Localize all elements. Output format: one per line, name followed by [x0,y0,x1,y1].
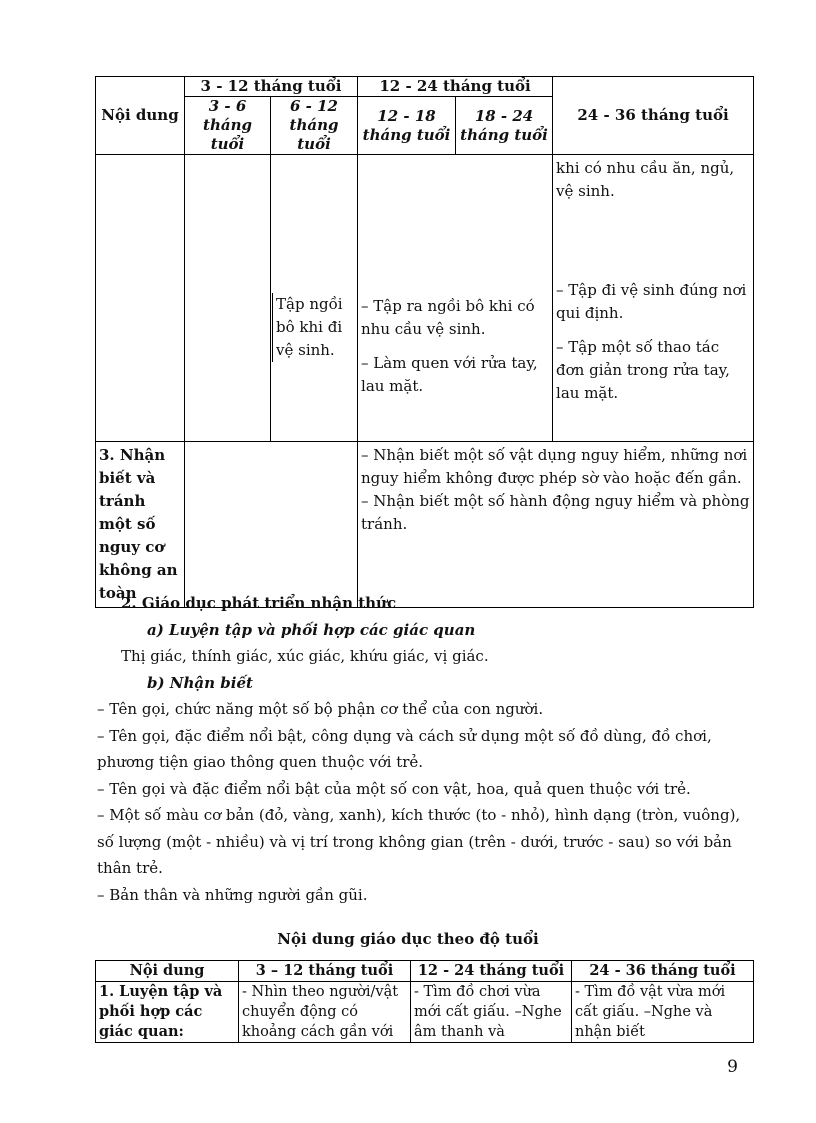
heading-giao-duc-nhan-thuc: 2. Giáo dục phát triển nhận thức [121,594,397,612]
header-18-24: 18 - 24 tháng tuổi [456,97,553,155]
cell-nguy-co-3-12 [185,442,358,608]
table-caption: Nội dung giáo dục theo độ tuổi [277,930,539,948]
header-3-12-2: 3 – 12 tháng tuổi [239,961,411,982]
list-item: – Một số màu cơ bản (đỏ, vàng, xanh), kích thước (to - nhỏ), hình dạng (tròn, vuông), số lượng (một - nhiều) và vị trí trong không gian (trên - dưới, trước - sau) so với bản thân trẻ. [97,806,741,877]
cell-3-12-2: - Nhìn theo người/vật chuyển động có khoảng cách gần với [239,982,411,1043]
list-item: – Tên gọi, đặc điểm nổi bật, công dụng và cách sử dụng một số đồ dùng, đồ chơi, phương tiện giao thông quen thuộc với trẻ. [97,726,712,771]
header-24-36-2: 24 - 36 tháng tuổi [572,961,754,982]
list-item: – Tên gọi và đặc điểm nổi bật của một số con vật, hoa, quả quen thuộc với trẻ. [97,779,691,798]
header-noi-dung-2: Nội dung [96,961,239,982]
cell-nguy-co-text [358,442,754,608]
text-tap-ngoi-bo: Tập ngồi bô khi đi vệ sinh. [272,293,354,362]
text-vat-dung-nguy-hiem: – Nhận biết một số vật dụng nguy hiểm, những nơi nguy hiểm không được phép sờ vào hoặc đến gần. [361,446,748,487]
cell-12-24-2: - Tìm đồ chơi vừa mới cất giấu. –Nghe âm thanh và [411,982,572,1043]
header-12-24-2: 12 - 24 tháng tuổi [411,961,572,982]
text-hanh-dong-nguy-hiem: – Nhận biết một số hành động nguy hiểm và phòng tránh. [361,492,750,533]
list-item: – Tên gọi, chức năng một số bộ phận cơ thể của con người. [97,700,544,718]
text-thao-tac: – Tập một số thao tác đơn giản trong rửa tay, lau mặt. [556,338,730,402]
cell-6-12 [271,155,358,442]
text-nhu-cau: khi có nhu cầu ăn, ngủ, vệ sinh. [556,159,735,200]
table-noi-dung-do-tuoi [95,960,754,1043]
page-number: 9 [727,1057,738,1077]
header-12-24: 12 - 24 tháng tuổi [358,77,553,97]
header-24-36: 24 - 36 tháng tuổi [553,77,754,155]
cell-24-36 [553,155,754,442]
header-12-18: 12 - 18 tháng tuổi [358,97,456,155]
header-6-12: 6 - 12 tháng tuổi [271,97,358,155]
section-nhan-thuc [97,590,757,908]
table-cong-viec-ve-sinh [95,76,754,608]
cell-empty-title [96,155,185,442]
row-nhan-biet-nguy-co: 3. Nhận biết và tránh một số nguy cơ không an toàn [96,442,185,608]
header-3-6: 3 - 6 tháng tuổi [185,97,271,155]
text-di-ve-sinh: – Tập đi vệ sinh đúng nơi qui định. [556,281,747,322]
text-rua-tay: – Làm quen với rửa tay, lau mặt. [361,354,538,395]
cell-12-24 [358,155,553,442]
header-3-12: 3 - 12 tháng tuổi [185,77,358,97]
header-noi-dung: Nội dung [96,77,185,155]
text-cac-giac-quan: Thị giác, thính giác, xúc giác, khứu giác, vị giác. [121,647,489,665]
text-tap-ra-ngoi-bo: – Tập ra ngồi bô khi có nhu cầu vệ sinh. [361,297,535,338]
list-item: – Bản thân và những người gần gũi. [97,885,368,904]
row-luyen-tap: 1. Luyện tập và phối hợp các giác quan: [96,982,239,1043]
heading-luyen-tap: a) Luyện tập và phối hợp các giác quan [147,620,476,639]
cell-3-6 [185,155,271,442]
cell-24-36-2: - Tìm đồ vật vừa mới cất giấu. –Nghe và nhận biết [572,982,754,1043]
heading-nhan-biet: b) Nhận biết [147,673,253,692]
